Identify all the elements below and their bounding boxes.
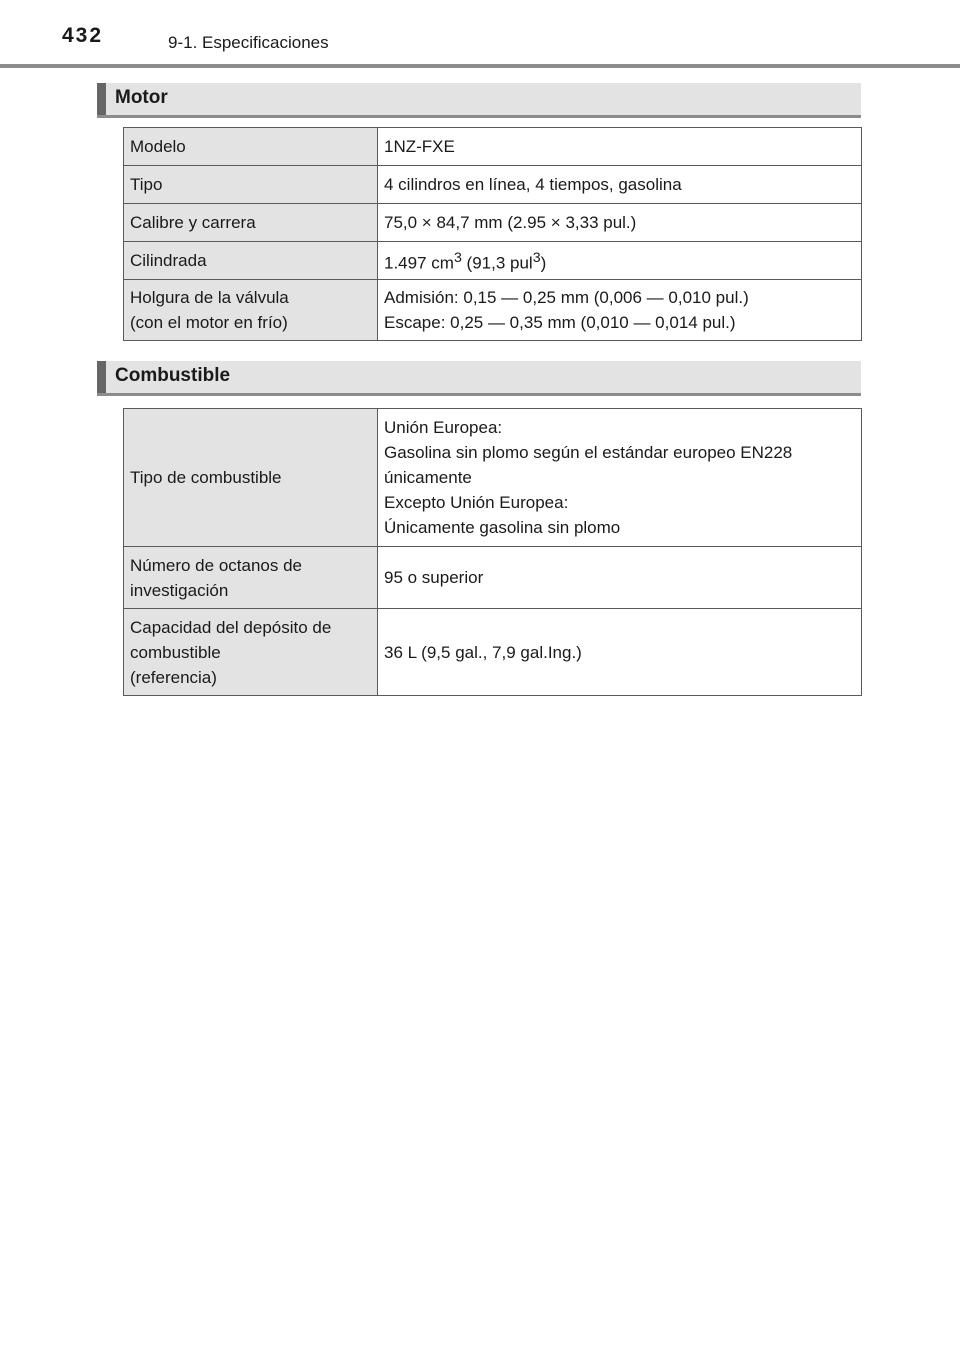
spec-value: Unión Europea: Gasolina sin plomo según el estándar europeo EN228 únicamente Excepto Unión Europea: Únicamente gasolina sin plomo [378,409,862,547]
section-title: Motor [115,87,168,108]
page-header [0,0,960,70]
header-divider [0,64,960,68]
table-row [124,280,862,341]
fuel-spec-table [123,408,862,696]
section-title: Combustible [115,365,231,386]
spec-value: 4 cilindros en línea, 4 tiempos, gasolina [378,166,862,204]
spec-value: 1.497 $cm^3$ (91,3 pul$^3$) [378,242,862,280]
table-row [124,128,862,166]
spec-value: 36 L (9,5 gal., 7,9 gal.Ing.) [378,609,862,696]
spec-label: Tipo de combustible [124,409,378,547]
spec-label: Número de octanos de investigación [124,547,378,609]
table-row [124,204,862,242]
spec-value: 95 o superior [378,547,862,609]
table-row [124,166,862,204]
spec-label: Modelo [124,128,378,166]
section-accent-bar [97,83,106,115]
section-header-motor [97,83,861,118]
spec-label: Calibre y carrera [124,204,378,242]
section-reference: 9-1. Especificaciones [168,33,329,52]
spec-label: Holgura de la válvula (con el motor en frío) [124,280,378,341]
spec-value: 1NZ-FXE [378,128,862,166]
spec-value: Admisión: 0,15 — 0,25 mm (0,006 — 0,010 pul.) Escape: 0,25 — 0,35 mm (0,010 — 0,014 pul.) [378,280,862,341]
table-row [124,409,862,547]
spec-label: Capacidad del depósito de combustible (referencia) [124,609,378,696]
table-row [124,609,862,696]
table-row [124,242,862,280]
table-row [124,547,862,609]
section-accent-bar [97,361,106,393]
spec-value: 75,0 × 84,7 mm (2.95 × 3,33 pul.) [378,204,862,242]
spec-label: Cilindrada [124,242,378,280]
spec-label: Tipo [124,166,378,204]
engine-spec-table [123,127,862,341]
section-header-fuel [97,361,861,396]
page-number: 432 [62,24,104,47]
